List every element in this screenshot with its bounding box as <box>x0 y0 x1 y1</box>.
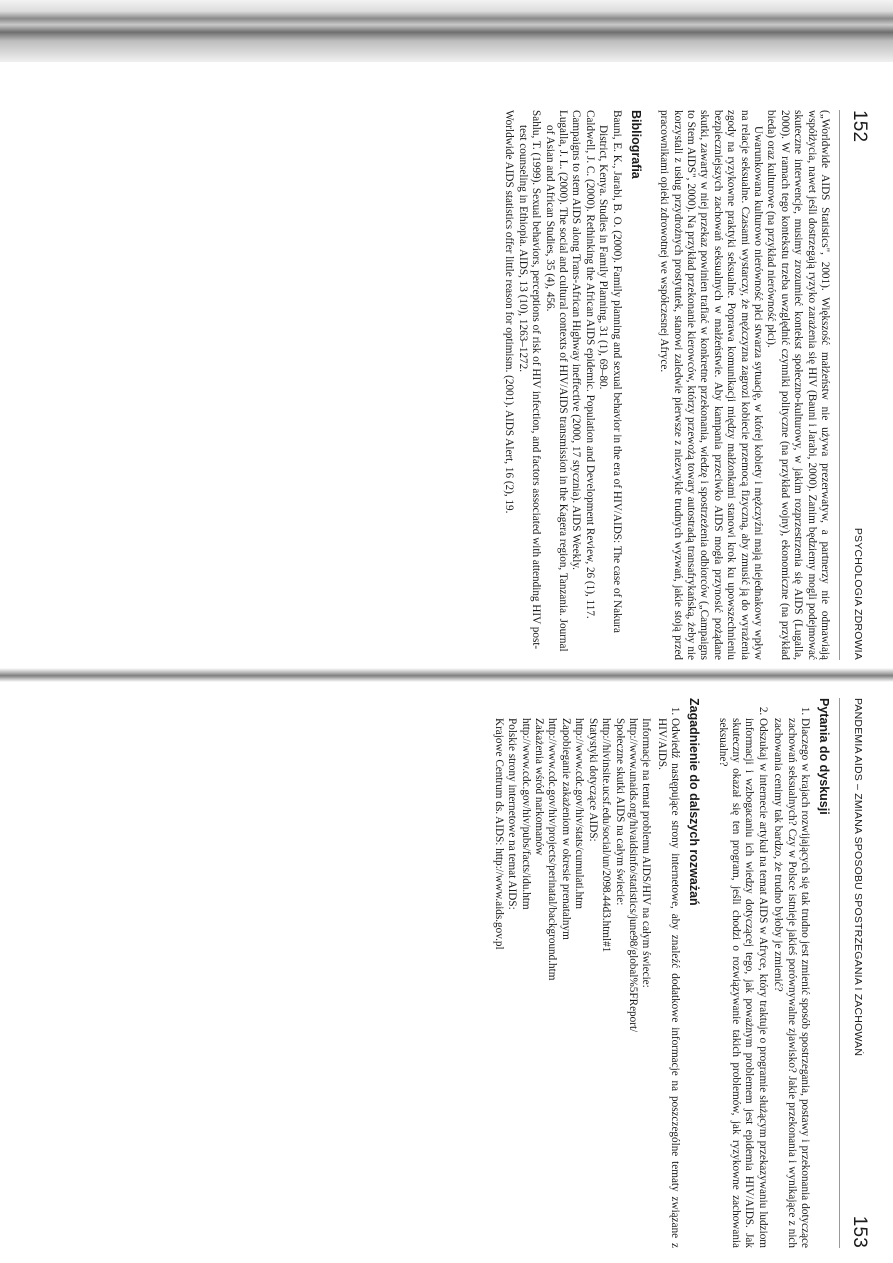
bib-entry: Worldwide AIDS statistics offer little reason for optimism. (2001). AIDS Alert, 16 (2), 19. <box>503 110 516 514</box>
resource-url[interactable]: http://www.cdc.gov/hiv/pubs/facts/idu.htm <box>519 718 532 910</box>
page-number: 153 <box>849 1215 870 1248</box>
bib-entry: Sahlu, T. (1999). Sexual behaviors, perceptions of risk of HIV infection, and factors associated with attending HIV post-test counseling in Ethiopia. AIDS, 13 (10), 1263–1272. <box>516 110 543 650</box>
body-paragraph-1: („Worldwide AIDS Statistics", 2001). Większość małżeństw nie używa prezerwatyw, a partnerzy nie odmawiają współżycia, nawet jeśli dostrzegają ryzyko zarażenia się HIV (Bauni i Jarabi, 2000). Zanim będziemy mogli podejmować skuteczne interwencje, musimy zrozumieć kontekst społeczno-kulturowy, w jakim rozprzestrzenia się AIDS (Lugalla, 2000). W ramach tego kontekstu trzeba uwzględnić czynniki polityczne (na przykład wojny), ekonomiczne (na przykład bieda) oraz kulturowe (na przykład nierówność płci). <box>765 110 831 660</box>
further-reading-item: 1. Odwiedź następujące strony internetowe, aby znaleźć dodatkowe informacje na poszczególne tematy związane z HIV/AIDS. <box>654 718 681 1248</box>
discussion-heading: Pytania do dyskusji <box>817 698 831 815</box>
page-153 <box>406 698 870 1248</box>
bib-entry: Lugalla, J. L. (2000). The social and cultural contexts of HIV/AIDS transmission in the Kagera region, Tanzania. Journal of Asian and African Studies, 35 (4), 456. <box>543 110 570 652</box>
book-gutter <box>0 668 893 682</box>
resource-label: Informacje na temat problemu AIDS/HIV na całym świecie: <box>640 718 653 988</box>
bib-entry: Bauni, E. K., Jarabi, B. O. (2000). Family planning and sexual behavior in the era of HIV/AIDS: The case of Nakura District, Kenya. Studies in Family Planning, 31 (1), 69–80. <box>597 110 623 633</box>
resource-url[interactable]: http://www.cdc.gov/hiv/projects/perinatal/background.htm <box>546 718 559 981</box>
running-head: PSYCHOLOGIA ZDROWIA <box>852 527 864 660</box>
bib-entry: Campaigns to stem AIDS along Trans-African Highway ineffective (2000, 17 stycznia). AIDS Weekly. <box>570 110 583 570</box>
resource-url[interactable]: http://www.unaids.org/hivaidsinfo/statistics/june98/global%5FReport/ <box>626 718 639 1033</box>
bibliography-heading: Bibliografia <box>628 110 643 179</box>
body-paragraph-2: Uwarunkowana kulturowo nierówność płci stwarza sytuację, w której kobiety i mężczyźni mają niejednakowy wpływ na relacje seksualne. Czasami wystarczy, że mężczyzna zagrozi kobiecie przemocą fizyczną, aby zmusić ją do wyrażenia zgody na ryzykowne praktyki seksualne. Poprawa komunikacji między małżonkami stanowi krok ku upowszechnieniu bezpieczniejszych zachowań seksualnych w małżeństwie. Aby kampania przeciwko AIDS mogła przynosić pożądane skutki, zawarty w niej przekaz powinien trafiać w konkretne przekonania, wiedzę i spostrzeżenia odbiorców („Campaigns to Stem AIDS", 2000). Na przykład przekonanie kierowców, którzy przewożą towary autostradą transafrykańską, żeby nie korzystali z usług przydrożnych prostytutek, stanowi zaledwie pierwsze z niezwykle trudnych wyzwań, jakie stoją przed pracownikami opieki zdrowotnej we współczesnej Afryce. <box>658 110 764 660</box>
resource-url[interactable]: http://www.cdc.gov/hiv/stats/cumulati.htm <box>573 718 586 909</box>
resource-label: Zapobieganie zakażeniom w okresie prenatalnym <box>559 718 572 940</box>
resource-label: Polskie strony internetowe na temat AIDS: <box>506 718 519 910</box>
page-header <box>842 698 870 1248</box>
header-rule <box>839 110 840 660</box>
page-number: 152 <box>849 110 870 143</box>
resource-list <box>491 698 652 1248</box>
resource-url[interactable]: http://hivinsite.ucsf.edu/social/un/2098.44d3.html#1 <box>600 718 613 953</box>
resource-label: Zakażenia wśród narkomanów <box>533 718 546 856</box>
bibliography-list <box>502 110 623 660</box>
resource-label: Społeczne skutki AIDS na całym świecie: <box>613 718 626 906</box>
page-152 <box>406 110 870 660</box>
further-reading-heading: Zagadnienie do dalszych rozważań <box>687 698 702 906</box>
resource-label: Statystyki dotyczące AIDS: <box>586 718 599 842</box>
scan-shadow-top <box>0 0 893 62</box>
header-rule <box>839 698 840 1248</box>
question-item: 2. Odszukaj w internecie artykuł na temat AIDS w Afryce, który traktuje o programie służącym przekazywaniu ludziom informacji i wzbogacaniu ich wiedzy dotyczącej tego, jak poważnym problemem jest epidemia HIV/AIDS. Jak skuteczny okazał się ten program, jeśli chodzi o rozwiązywanie takich problemów, jak ryzykowne zachowania seksualne? <box>715 718 769 1248</box>
question-item: 1. Dlaczego w krajach rozwijających się tak trudno jest zmienić sposób spostrzegania, postawy i przekonania dotyczące zachowań seksualnych? Czy w Polsce istnieje jakieś porównywalne zjawisko? Jakie przekonania i wynikające z nich zachowania cenimy tak bardzo, że trudno byłoby je zmienić? <box>771 718 811 1248</box>
running-head: PANDEMIA AIDS – ZMIANA SPOSOBU SPOSTRZEGANIA I ZACHOWAŃ <box>852 698 864 1057</box>
resource-url[interactable]: Krajowe Centrum ds. AIDS: http://www.aids.gov.pl <box>492 718 505 950</box>
page-header <box>842 110 870 660</box>
discussion-questions <box>715 698 811 1248</box>
bib-entry: Caldwell, J. C. (2000). Rethinking the African AIDS epidemic. Population and Development Review, 26 (1), 117. <box>583 110 596 619</box>
further-reading-list <box>654 698 681 1248</box>
